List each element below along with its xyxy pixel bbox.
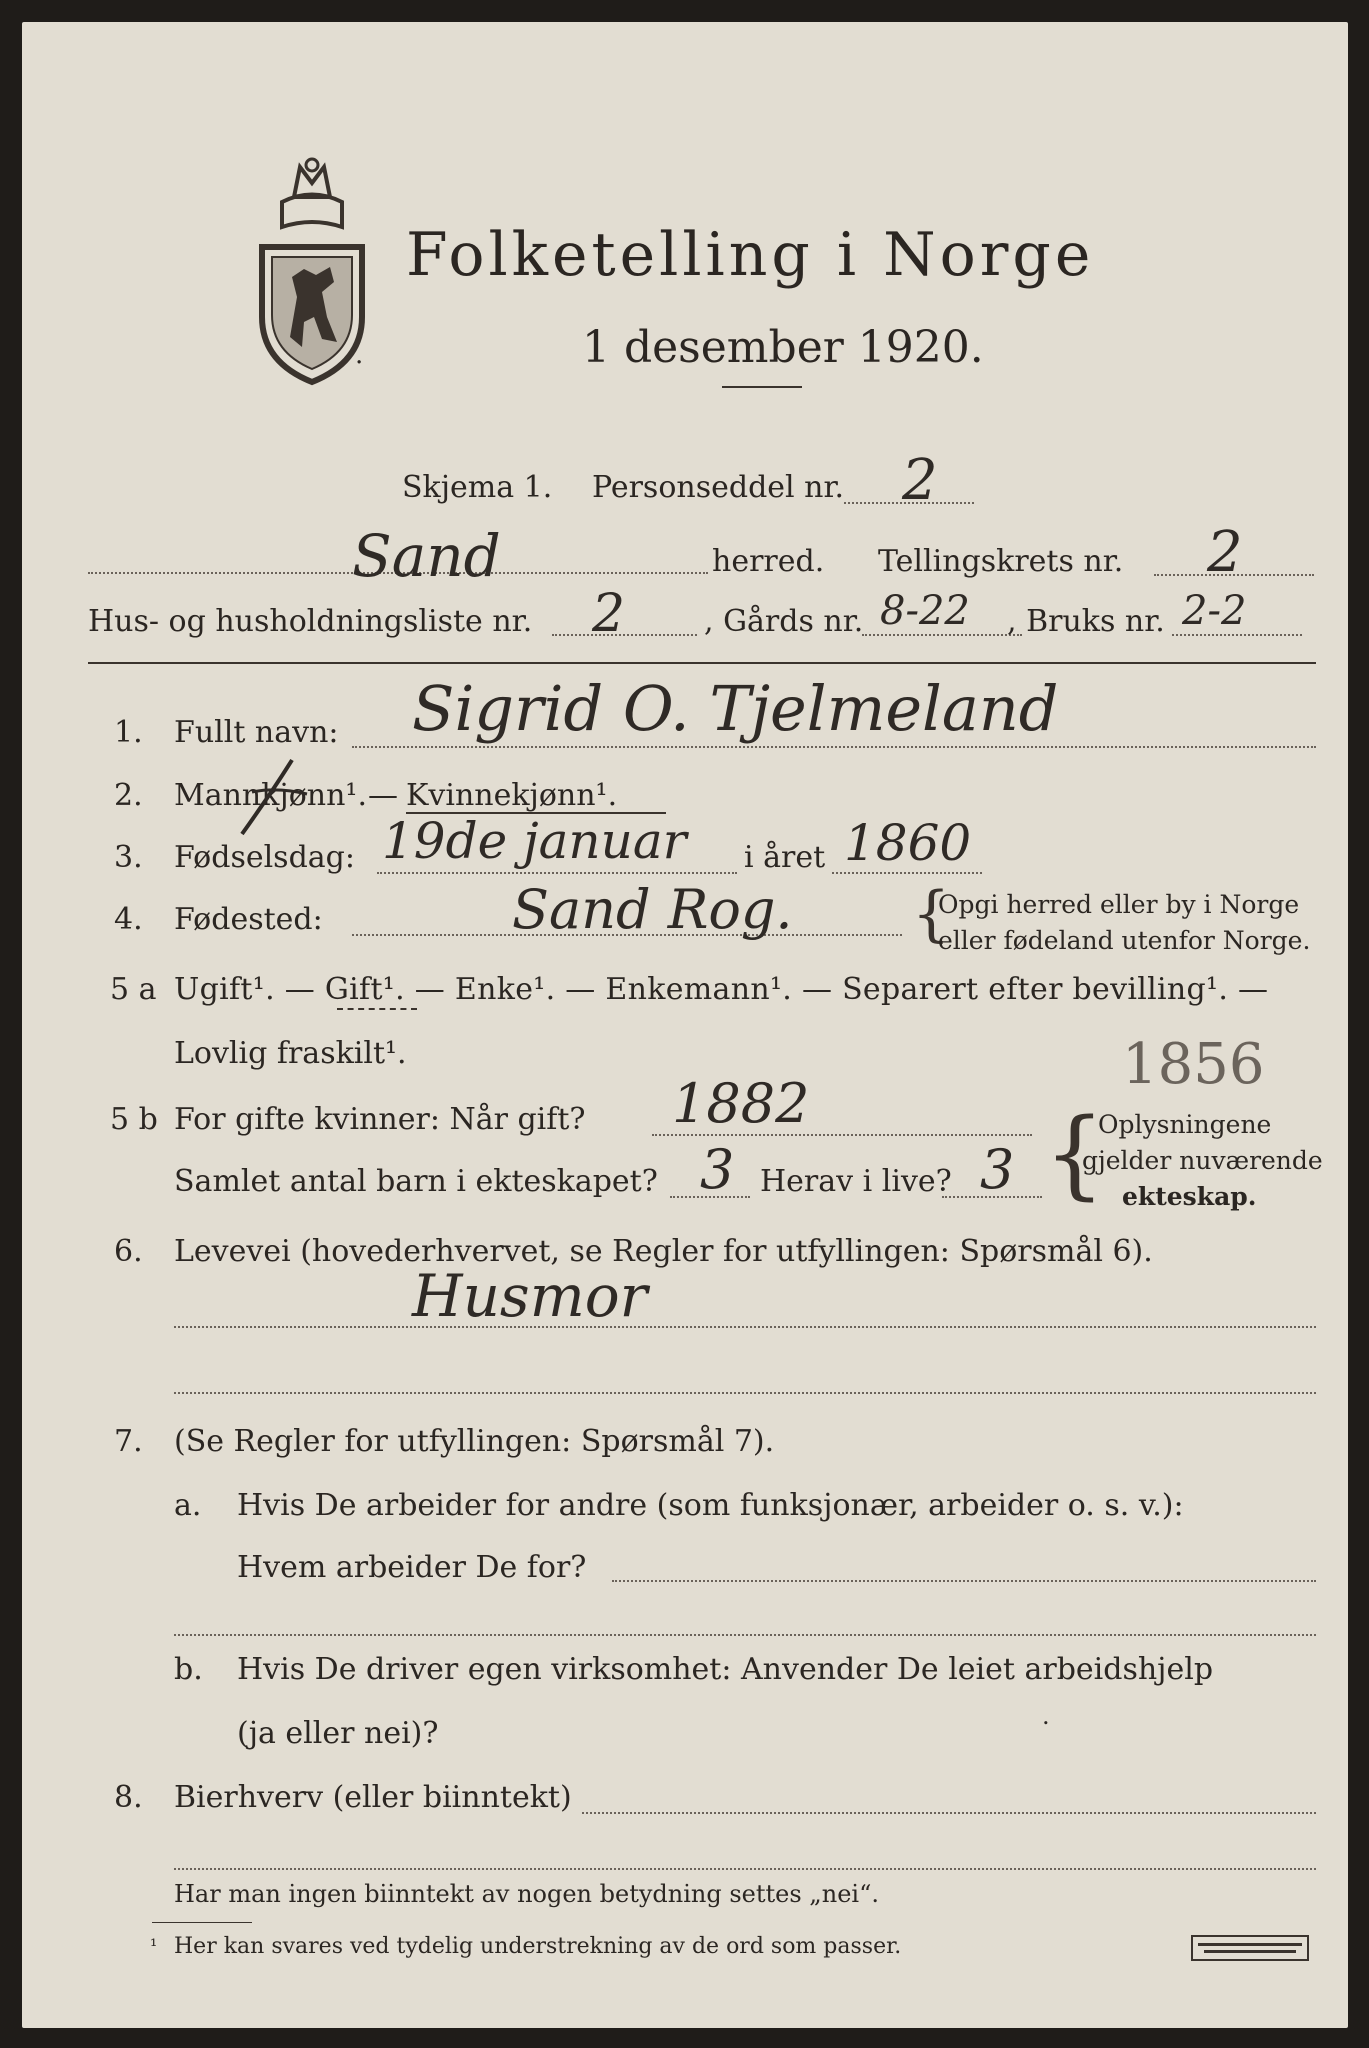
q1-label: Fullt navn:: [174, 715, 339, 750]
side-income-field[interactable]: [582, 1812, 1316, 1814]
gards-label: , Gårds nr.: [704, 604, 864, 639]
q5b-label: For gifte kvinner: Når gift?: [174, 1102, 586, 1137]
q7-number: 7.: [114, 1424, 143, 1459]
q7b-letter: b.: [174, 1652, 203, 1687]
full-name-value: Sigrid O. Tjelmeland: [412, 672, 1059, 745]
q7a-line1: Hvis De arbeider for andre (som funksjonær, arbeider o. s. v.):: [237, 1488, 1184, 1523]
q6-label: Levevei (hovederhvervet, se Regler for utfyllingen: Spørsmål 6).: [174, 1234, 1153, 1269]
q5b-number: 5 b: [110, 1102, 158, 1137]
personseddel-label: Personseddel nr.: [592, 470, 845, 505]
q7b-line1: Hvis De driver egen virksomhet: Anvender De leiet arbeidshjelp: [237, 1652, 1214, 1687]
q4-label: Fødested:: [174, 902, 323, 937]
q4-number: 4.: [114, 902, 143, 937]
children-count-value: 3: [700, 1138, 735, 1201]
birthplace-value: Sand Rog.: [512, 878, 793, 941]
marriage-year-value: 1882: [672, 1072, 810, 1135]
footnote-divider: [152, 1922, 252, 1923]
male-strike-mark: [222, 752, 312, 842]
children-label: Samlet antal barn i ekteskapet?: [174, 1164, 658, 1199]
q4-note-line1: Opgi herred eller by i Norge: [938, 890, 1300, 919]
q1-number: 1.: [114, 715, 143, 750]
male-option[interactable]: Mannkjønn¹.: [174, 778, 367, 813]
form-date: 1 desember 1920.: [582, 322, 984, 373]
form-title: Folketelling i Norge: [406, 220, 1095, 290]
q8-number: 8.: [114, 1780, 143, 1815]
q8-label: Bierhverv (eller biinntekt): [174, 1780, 572, 1815]
title-rule: [722, 386, 802, 388]
q7b-line2: (ja eller nei)?: [237, 1716, 439, 1751]
personseddel-value: 2: [902, 448, 938, 513]
tellingskrets-value: 2: [1207, 520, 1243, 585]
year-label: i året: [744, 840, 826, 875]
gards-value: 8-22: [880, 588, 970, 634]
alive-count-value: 3: [980, 1138, 1015, 1201]
stray-dot: .: [1042, 1702, 1050, 1730]
divorced-option[interactable]: Lovlig fraskilt¹.: [174, 1036, 407, 1071]
herred-value: Sand: [352, 522, 501, 590]
q3-label: Fødselsdag:: [174, 840, 355, 875]
birth-year-value: 1860: [844, 814, 972, 872]
q5b-note-line2: gjelder nuværende: [1082, 1146, 1323, 1175]
q4-note-line2: eller fødeland utenfor Norge.: [938, 926, 1311, 955]
birthday-field[interactable]: [377, 872, 737, 874]
q5a-number: 5 a: [110, 972, 157, 1007]
margin-year-note: 1856: [1122, 1032, 1265, 1097]
q6-number: 6.: [114, 1234, 143, 1269]
q2-number: 2.: [114, 778, 143, 813]
female-option[interactable]: Kvinnekjønn¹.: [406, 778, 618, 813]
alive-label: Herav i live?: [760, 1164, 952, 1199]
birth-year-field[interactable]: [832, 872, 982, 874]
tellingskrets-label: Tellingskrets nr.: [878, 544, 1124, 579]
employer-field-2[interactable]: [174, 1634, 1316, 1636]
skjema-label: Skjema 1.: [402, 470, 553, 505]
birthday-value: 19de januar: [382, 812, 687, 870]
header-divider: [88, 662, 1316, 664]
footnote-text: Her kan svares ved tydelig understrekning av de ord som passer.: [174, 1934, 902, 1959]
bruks-value: 2-2: [1182, 588, 1247, 634]
q4-brace: {: [912, 879, 951, 949]
occupation-field[interactable]: [174, 1326, 1316, 1328]
q7-label: (Se Regler for utfyllingen: Spørsmål 7).: [174, 1424, 775, 1459]
full-name-field[interactable]: [352, 746, 1316, 748]
married-underline: [337, 1008, 417, 1010]
herred-label: herred.: [712, 544, 825, 579]
q7a-letter: a.: [174, 1488, 202, 1523]
hus-value: 2: [592, 584, 626, 644]
q5b-brace: {: [1044, 1098, 1106, 1210]
employer-field[interactable]: [612, 1580, 1316, 1582]
bruks-field[interactable]: [1172, 634, 1302, 636]
marital-status-options[interactable]: Ugift¹. — Gift¹. — Enke¹. — Enkemann¹. — Separert efter bevilling¹. —: [174, 972, 1269, 1007]
gards-field[interactable]: [862, 634, 1022, 636]
side-income-field-2[interactable]: [174, 1868, 1316, 1870]
footnote-mark: ¹: [150, 1936, 158, 1957]
nei-note: Har man ingen biinntekt av nogen betydning settes „nei“.: [174, 1880, 879, 1908]
q3-number: 3.: [114, 840, 143, 875]
occupation-value: Husmor: [412, 1262, 648, 1330]
q2-separator: —: [368, 778, 398, 813]
q7a-line2: Hvem arbeider De for?: [237, 1550, 587, 1585]
printer-stamp-icon: [1190, 1934, 1310, 1962]
bruks-label: , Bruks nr.: [1007, 604, 1165, 639]
census-form: [22, 22, 1348, 2028]
occupation-field-2[interactable]: [174, 1392, 1316, 1394]
q5b-note-line3: ekteskap.: [1122, 1182, 1257, 1211]
q5b-note-line1: Oplysningene: [1098, 1110, 1272, 1139]
dot-mark: .: [355, 340, 364, 370]
hus-label: Hus- og husholdningsliste nr.: [88, 604, 533, 639]
